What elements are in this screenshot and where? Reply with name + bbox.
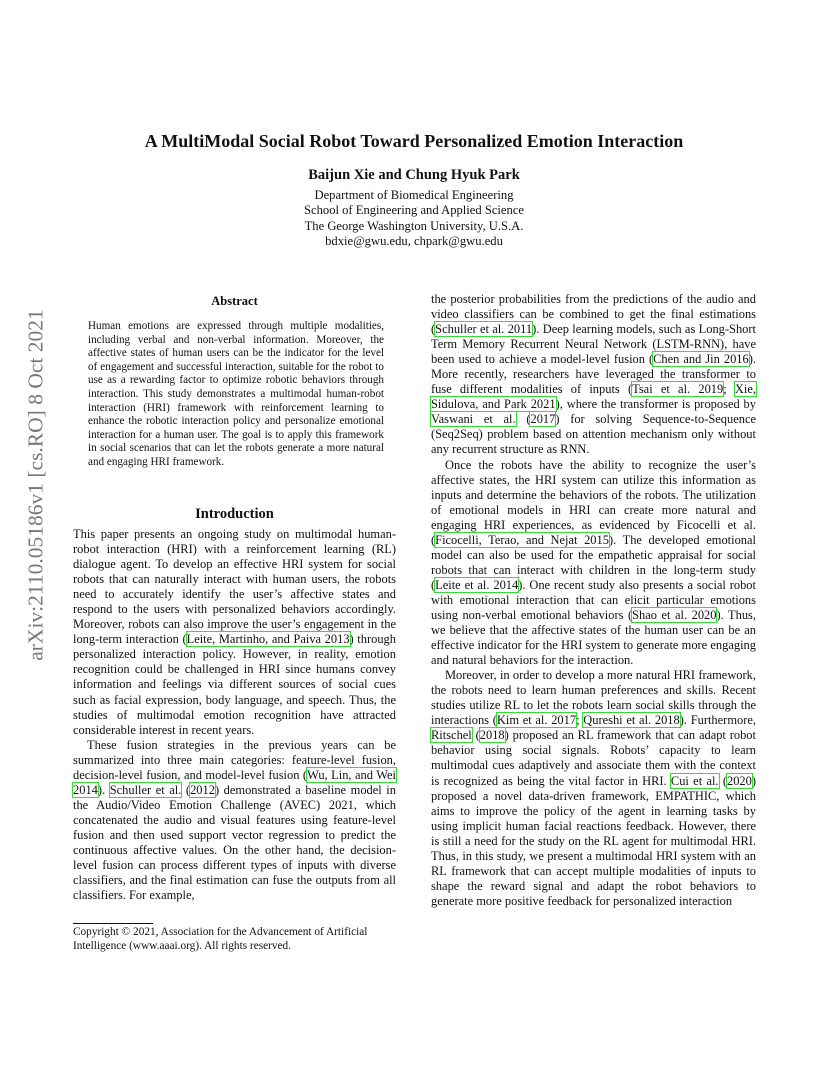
paragraph: This paper presents an ongoing study on multimodal human-robot interaction (HRI) with a reinforcement learning (RL) dialogue agent. To develop an effective HRI system for social robots that can naturally interact with human users, the robots need to accurately identify the user’s affective states and respond to the users with personalized behaviors accordingly. Moreover, robots can also improve the user’s engagement in the long-term interaction (Leite, Martinho, and Paiva 2013) through personalized interaction policy. However, in reality, emotion recognition could be challenged in HRI since humans convey information and feelings via different sources of social cues such as facial expression, body language, and speech. Thus, the studies of multimodal emotion recognition have attracted considerable interest in recent years. <box>73 527 396 737</box>
citation-link[interactable]: Cui et al. <box>670 773 719 788</box>
paragraph: the posterior probabilities from the predictions of the audio and video classifiers can be combined to get the final estimations (Schuller et al. 2011). Deep learning models, such as Long-Short Term Memory Recurrent Neural Network (LSTM-RNN), have been used to achieve a model-level fusion (Chen and Jin 2016). More recently, researchers have leveraged the transformer to fuse different modalities of inputs (Tsai et al. 2019; Xie, Sidulova, and Park 2021), where the transformer is proposed by Vaswani et al. (2017) for solving Sequence-to-Sequence (Seq2Seq) problem based on attention mechanism only without any recurrent structure as RNN. <box>431 292 756 457</box>
citation-link[interactable]: Vaswani et al. <box>431 412 516 427</box>
citation-link[interactable]: Chen and Jin 2016 <box>653 352 749 367</box>
paragraph: These fusion strategies in the previous years can be summarized into three main categories: feature-level fusion, decision-level fusion, and model-level fusion (Wu, Lin, and Wei 2014). Schuller et al. (2012) demonstrated a baseline model in the Audio/Video Emotion Challenge (AVEC) 2021, which concatenated the audio and visual features using feature-level fusion and then used support vector regression to predict the continuous affective values. On the other hand, the decision-level fusion can process different types of inputs with diverse classifiers, and the final estimation can fuse the outputs from all classifiers. For example, <box>73 737 396 903</box>
paper-title: A MultiModal Social Robot Toward Personalized Emotion Interaction <box>144 131 684 151</box>
paper-authors: Baijun Xie and Chung Hyuk Park <box>308 167 520 183</box>
introduction-heading: Introduction <box>195 506 274 522</box>
citation-link[interactable]: Kim et al. 2017 <box>496 713 577 728</box>
copyright-footnote: Copyright © 2021, Association for the Advancement of Artificial Intelligence (www.aaai.org). All rights reserved. <box>73 926 368 953</box>
citation-link[interactable]: Xie, Sidulova, and Park 2021 <box>431 382 756 412</box>
citation-link[interactable]: 2012 <box>190 782 215 797</box>
affiliation-line: Department of Biomedical Engineering <box>314 188 514 202</box>
arxiv-id: arXiv:2110.05186v1 [cs.RO] 8 Oct 2021 <box>23 308 48 661</box>
author-emails: bdxie@gwu.edu, chpark@gwu.edu <box>325 234 503 249</box>
citation-link[interactable]: Leite, Martinho, and Paiva 2013 <box>186 632 350 647</box>
citation-link[interactable]: Qureshi et al. 2018 <box>583 713 680 728</box>
abstract-text: Human emotions are expressed through multiple modalities, including verbal and non-verbal information. Moreover, the affective states of human users can be the indicator for the level of engagement and successful interaction, suitable for the robot to use as a rewarding factor to optimize robotic behaviors through interaction. This study demonstrates a multimodal human-robot interaction (HRI) framework with reinforcement learning to enhance the robotic interaction policy and personalize emotional interaction for a human user. The goal is to apply this framework in social scenarios that can let the robots generate a more natural and engaging HRI framework. <box>88 320 384 468</box>
citation-link[interactable]: Wu, Lin, and Wei 2014 <box>73 767 396 797</box>
citation-link[interactable]: 2020 <box>726 773 752 788</box>
abstract-heading: Abstract <box>211 294 258 308</box>
footnote-rule <box>73 923 153 924</box>
arxiv-stamp <box>16 292 56 677</box>
citation-link[interactable]: 2018 <box>479 728 505 743</box>
paragraph: Once the robots have the ability to recognize the user’s affective states, the HRI system can utilize this information as inputs and determine the behaviors of the robots. The utilization of emotional models in HRI can create more natural and engaging HRI experiences, as evidenced by Ficocelli et al. (Ficocelli, Terao, and Nejat 2015). The developed emotional model can also be used for the empathetic appraisal for social robots that can interact with children in the long-term study (Leite et al. 2014). One recent study also presents a social robot with emotional interaction that can elicit particular emotions using non-verbal emotional behaviors (Shao et al. 2020). Thus, we believe that the affective states of the human user can be an effective indicator for the HRI system to generate more engaging and natural behaviors for the interaction. <box>431 457 757 668</box>
citation-link[interactable]: 2017 <box>530 412 556 427</box>
left-column <box>73 527 396 903</box>
citation-link[interactable]: Tsai et al. 2019 <box>632 382 724 397</box>
citation-link[interactable]: Ficocelli, Terao, and Nejat 2015 <box>435 532 609 547</box>
citation-link[interactable]: Shao et al. 2020 <box>632 607 717 622</box>
affiliation-line: School of Engineering and Applied Science <box>304 203 524 218</box>
citation-link[interactable]: Schuller et al. <box>109 782 182 797</box>
citation-link[interactable]: Leite et al. 2014 <box>435 577 519 592</box>
citation-link[interactable]: Ritschel <box>431 728 472 743</box>
right-column <box>431 292 756 909</box>
paragraph: Moreover, in order to develop a more natural HRI framework, the robots need to learn human preferences and skills. Recent studies utilize RL to let the robots learn social skills through the interactions (Kim et al. 2017; Qureshi et al. 2018). Furthermore, Ritschel (2018) proposed an RL framework that can adapt robot behavior using social signals. Robots’ capacity to learn multimodal cues adaptively and associate them with the context is recognized as being the vital factor in HRI. Cui et al. (2020) proposed a novel data-driven framework, EMPATHIC, which aims to improve the policy of the agent in learning tasks by using implicit human facial reactions feedback. However, there is still a need for the study on the RL agent for multimodal HRI. Thus, in this study, we present a multimodal HRI system with an RL framework that can accept multiple modalities of inputs to shape the reward signal and adapt the robot behaviors to generate more positive feedback for personalized interaction <box>431 668 756 908</box>
affiliation <box>0 188 828 250</box>
citation-link[interactable]: Schuller et al. 2011 <box>435 322 533 337</box>
affiliation-line: The George Washington University, U.S.A. <box>304 218 524 233</box>
